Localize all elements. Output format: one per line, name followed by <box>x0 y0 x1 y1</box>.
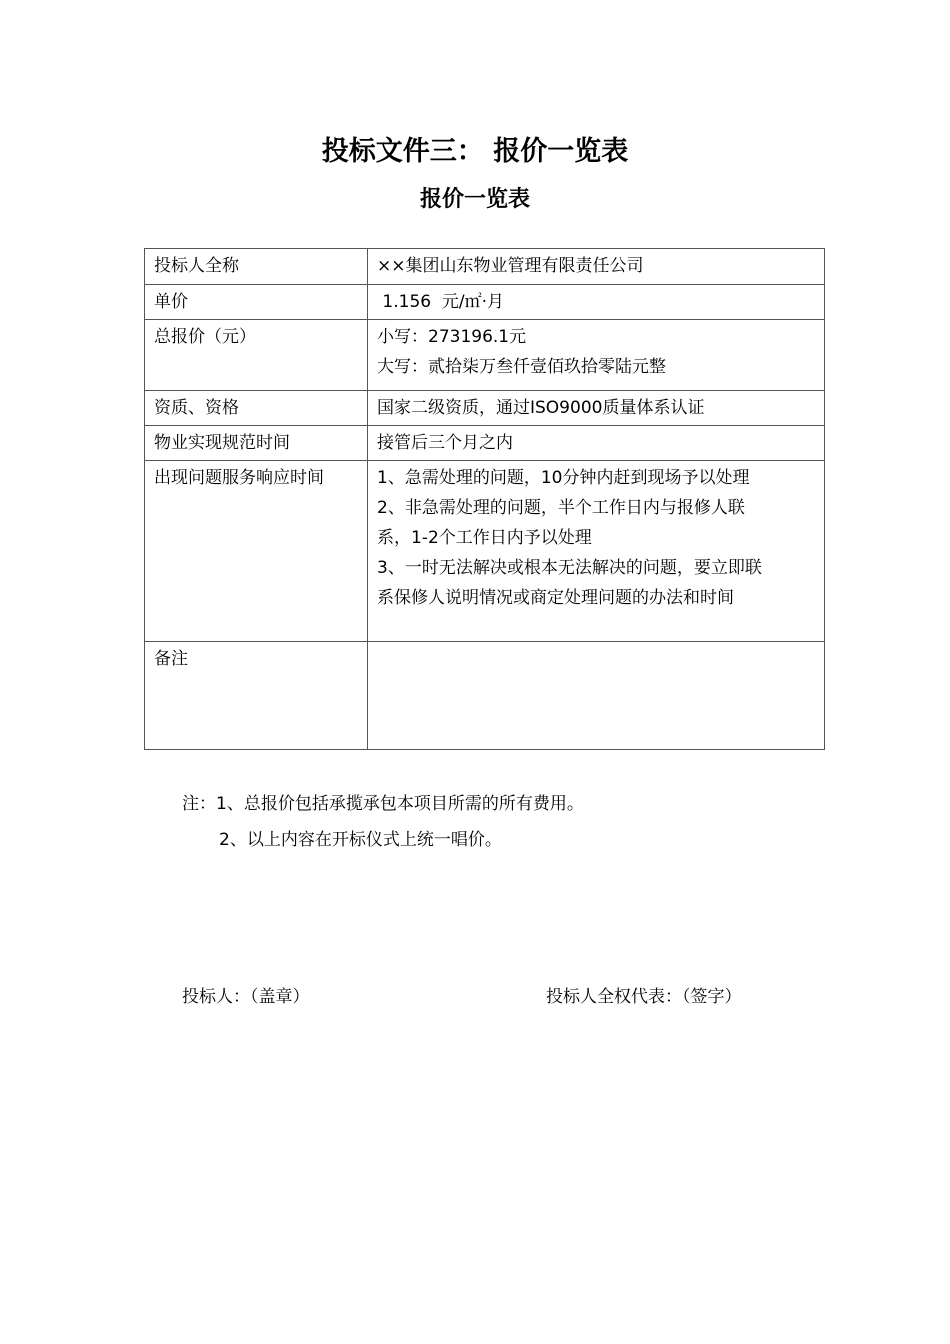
table-row-unit-price <box>145 285 825 320</box>
table-row-remarks <box>145 642 825 750</box>
response-line-3: 系，1-2个工作日内予以处理 <box>377 528 592 548</box>
table-row-response-time <box>145 461 825 642</box>
total-price-uppercase: 大写：贰拾柒万叁仟壹佰玖拾零陆元整 <box>377 357 666 377</box>
response-line-1: 1、急需处理的问题，10分钟内赶到现场予以处理 <box>377 468 750 488</box>
notes-section <box>182 786 584 858</box>
note-1: 注：1、总报价包括承揽承包本项目所需的所有费用。 <box>182 794 584 814</box>
bidder-seal-label: 投标人：（盖章） <box>182 987 310 1007</box>
label-standard-time: 物业实现规范时间 <box>145 426 368 461</box>
value-bidder-name: ××集团山东物业管理有限责任公司 <box>368 249 825 285</box>
label-remarks: 备注 <box>145 642 368 750</box>
label-bidder-name: 投标人全称 <box>145 249 368 285</box>
table-title: 报价一览表 <box>419 187 530 212</box>
value-unit-price: 1.156 元/㎡·月 <box>368 285 825 320</box>
value-qualification: 国家二级资质，通过ISO9000质量体系认证 <box>368 391 825 426</box>
page-title: 投标文件三： 报价一览表 <box>321 136 629 167</box>
label-response-time: 出现问题服务响应时间 <box>145 461 368 642</box>
value-standard-time: 接管后三个月之内 <box>368 426 825 461</box>
table-row-total-price <box>145 320 825 391</box>
table-row-qualification <box>145 391 825 426</box>
response-line-5: 系保修人说明情况或商定处理问题的办法和时间 <box>377 588 734 608</box>
label-qualification: 资质、资格 <box>145 391 368 426</box>
representative-signature-label: 投标人全权代表：（签字） <box>546 987 742 1007</box>
table-row-standard-time <box>145 426 825 461</box>
value-total-price <box>368 320 825 391</box>
table-row-bidder-name <box>145 249 825 285</box>
response-line-4: 3、一时无法解决或根本无法解决的问题，要立即联 <box>377 558 762 578</box>
label-total-price: 总报价（元） <box>145 320 368 391</box>
value-remarks <box>368 642 825 750</box>
value-response-time <box>368 461 825 642</box>
quote-table <box>144 248 825 750</box>
note-2: 2、以上内容在开标仪式上统一唱价。 <box>219 830 502 850</box>
total-price-lowercase: 小写：273196.1元 <box>377 327 527 347</box>
response-line-2: 2、非急需处理的问题，半个工作日内与报修人联 <box>377 498 745 518</box>
label-unit-price: 单价 <box>145 285 368 320</box>
